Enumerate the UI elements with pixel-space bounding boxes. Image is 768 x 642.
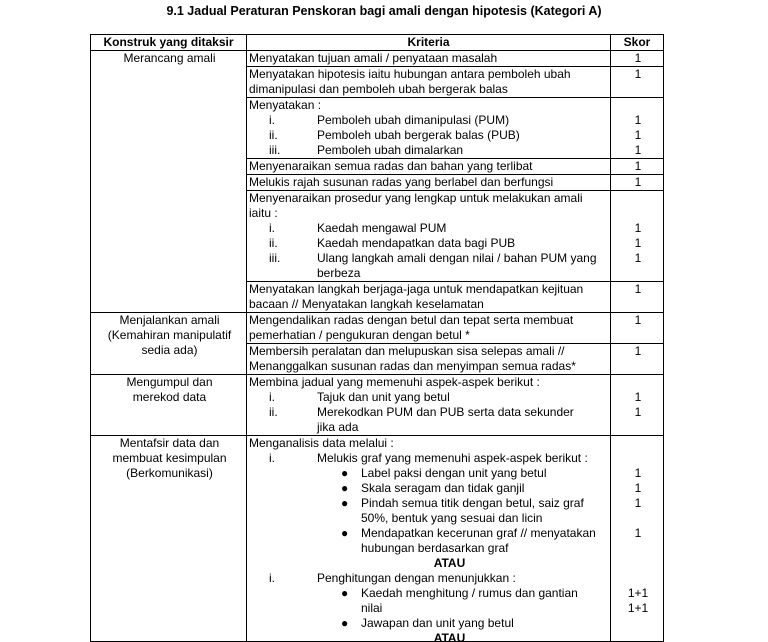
item-text: Mendapatkan kecerunan graf // menyatakan [361,526,596,540]
item-number: i. [269,113,275,127]
list-item [249,390,610,405]
score-value: 1 [634,251,642,265]
item-text-continued: hubungan berdasarkan graf [361,541,509,555]
bullet-item [249,586,610,601]
item-text-continued: 50%, bentuk yang sesuai dan licin [361,511,543,525]
bullet-item [249,481,610,496]
score-cell [611,51,664,67]
item-number: i. [269,571,275,585]
scoring-table [90,34,664,642]
criteria-cell [247,67,611,98]
item-text: Pemboleh ubah dimanipulasi (PUM) [317,113,510,127]
score-value: 1 [634,481,642,495]
header-criteria: Kriteria [247,35,611,51]
bullet-icon: ● [341,526,349,540]
list-item [249,113,610,128]
construct-cell [91,375,247,436]
list-item [249,128,610,143]
list-item [249,143,610,158]
criteria-text: Membina jadual yang memenuhi aspek-aspek berikut : [249,375,540,389]
criteria-cell [247,191,611,282]
table-row [91,436,664,642]
item-text: Label paksi dengan unit yang betul [361,466,547,480]
score-cell [611,98,664,159]
bullet-item [249,526,610,541]
criteria-text: bacaan // Menyatakan langkah keselamatan [249,297,484,311]
criteria-text: Mengendalikan radas dengan betul dan tepat serta membuat [249,313,574,327]
item-text: Pemboleh ubah dimalarkan [317,143,464,157]
criteria-text: Menyatakan tujuan amali / penyataan masalah [249,51,498,65]
bullet-item [249,616,610,631]
page-title: 9.1 Jadual Peraturan Penskoran bagi amali dengan hipotesis (Kategori A) [166,4,602,18]
construct-name: membuat kesimpulan [112,451,227,465]
score-value: 1 [634,466,642,480]
score-value: 1 [634,496,642,510]
item-text: Melukis graf yang memenuhi aspek-aspek berikut : [317,451,588,465]
criteria-cell [247,313,611,344]
header-construct: Konstruk yang ditaksir [91,35,247,51]
item-text: Jawapan dan unit yang betul [361,616,514,630]
score-value: 1 [634,67,642,81]
criteria-cell [247,175,611,191]
criteria-cell [247,51,611,67]
header-score: Skor [611,35,664,51]
score-cell [611,282,664,313]
item-text: Skala seragam dan tidak ganjil [361,481,525,495]
criteria-text: Menyenaraikan prosedur yang lengkap untuk melakukan amali [249,191,583,205]
item-text: Merekodkan PUM dan PUB serta data sekunder [317,405,574,419]
criteria-text: Menyenaraikan semua radas dan bahan yang terlibat [249,159,533,173]
item-text: Kaedah menghitung / rumus dan gantian [361,586,578,600]
item-text: Kaedah mendapatkan data bagi PUB [317,236,516,250]
item-number: iii. [269,143,281,157]
criteria-cell [247,436,611,642]
atau-label: ATAU [433,631,466,641]
table-row [91,375,664,436]
score-value: 1+1 [627,586,649,600]
criteria-text: Menanggalkan susunan radas dan menyimpan semua radas* [249,359,576,373]
bullet-item [249,496,610,511]
construct-name: merekod data [132,390,207,404]
construct-name: Mentafsir data dan [119,436,220,450]
criteria-cell [247,98,611,159]
criteria-text: Melukis rajah susunan radas yang berlabel dan berfungsi [249,175,554,189]
criteria-cell [247,282,611,313]
item-text: Tajuk dan unit yang betul [317,390,450,404]
score-value: 1 [634,344,642,358]
score-value: 1+1 [627,601,649,615]
score-value: 1 [634,405,642,419]
list-item [249,236,610,251]
construct-cell [91,51,247,313]
score-value: 1 [634,282,642,296]
score-value: 1 [634,143,642,157]
item-text: Pemboleh ubah bergerak balas (PUB) [317,128,520,142]
item-text-continued: nilai [361,601,383,615]
header-row [91,35,664,51]
item-number: ii. [269,128,278,142]
score-cell [611,191,664,282]
score-cell [611,375,664,436]
score-value: 1 [634,128,642,142]
score-cell [611,344,664,375]
item-text-continued: jika ada [317,420,359,434]
item-text: Penghitungan dengan menunjukkan : [317,571,516,585]
score-value: 1 [634,159,642,173]
bullet-item [249,466,610,481]
construct-cell [91,313,247,375]
item-number: i. [269,451,275,465]
item-number: i. [269,221,275,235]
list-item [249,221,610,236]
criteria-text: dimanipulasi dan pemboleh ubah bergerak balas [249,82,508,96]
item-text-continued: berbeza [317,266,361,280]
construct-name: (Berkomunikasi) [126,466,213,480]
list-item [249,571,610,586]
score-value: 1 [634,113,642,127]
list-item [249,405,610,420]
bullet-icon: ● [341,466,349,480]
score-value: 1 [634,51,642,65]
construct-cell [91,436,247,642]
criteria-text: Menyatakan : [249,98,322,112]
score-value: 1 [634,221,642,235]
item-text: Kaedah mengawal PUM [317,221,447,235]
item-number: ii. [269,236,278,250]
list-item [249,451,610,466]
score-value: 1 [634,313,642,327]
construct-name: sedia ada) [141,343,198,357]
item-text: Pindah semua titik dengan betul, saiz graf [361,496,584,510]
construct-name: Menjalankan amali [119,313,220,327]
bullet-icon: ● [341,496,349,510]
criteria-text: iaitu : [249,206,278,220]
score-value: 1 [634,526,642,540]
criteria-cell [247,344,611,375]
atau-label: ATAU [433,556,466,570]
item-number: i. [269,390,275,404]
score-value: 1 [634,175,642,189]
bullet-icon: ● [341,616,349,630]
item-number: ii. [269,405,278,419]
criteria-text: Menyatakan hipotesis iaitu hubungan antara pemboleh ubah [249,67,571,81]
score-cell [611,175,664,191]
criteria-cell [247,159,611,175]
score-cell [611,67,664,98]
score-cell [611,159,664,175]
table-row [91,313,664,344]
list-item [249,251,610,266]
criteria-cell [247,375,611,436]
item-text: Ulang langkah amali dengan nilai / bahan PUM yang [317,251,597,265]
score-value: 1 [634,390,642,404]
construct-name: Merancang amali [123,51,216,65]
construct-name: Mengumpul dan [126,375,213,389]
criteria-text: Menganalisis data melalui : [249,436,394,450]
criteria-text: Membersih peralatan dan melupuskan sisa selepas amali // [249,344,565,358]
score-cell [611,436,664,642]
bullet-icon: ● [341,586,349,600]
item-number: iii. [269,251,281,265]
criteria-text: pemerhatian / pengukuran dengan betul * [249,328,470,342]
bullet-icon: ● [341,481,349,495]
score-cell [611,313,664,344]
criteria-text: Menyatakan langkah berjaga-jaga untuk mendapatkan kejituan [249,282,584,296]
table-row [91,51,664,67]
score-value: 1 [634,236,642,250]
construct-name: (Kemahiran manipulatif [107,328,232,342]
